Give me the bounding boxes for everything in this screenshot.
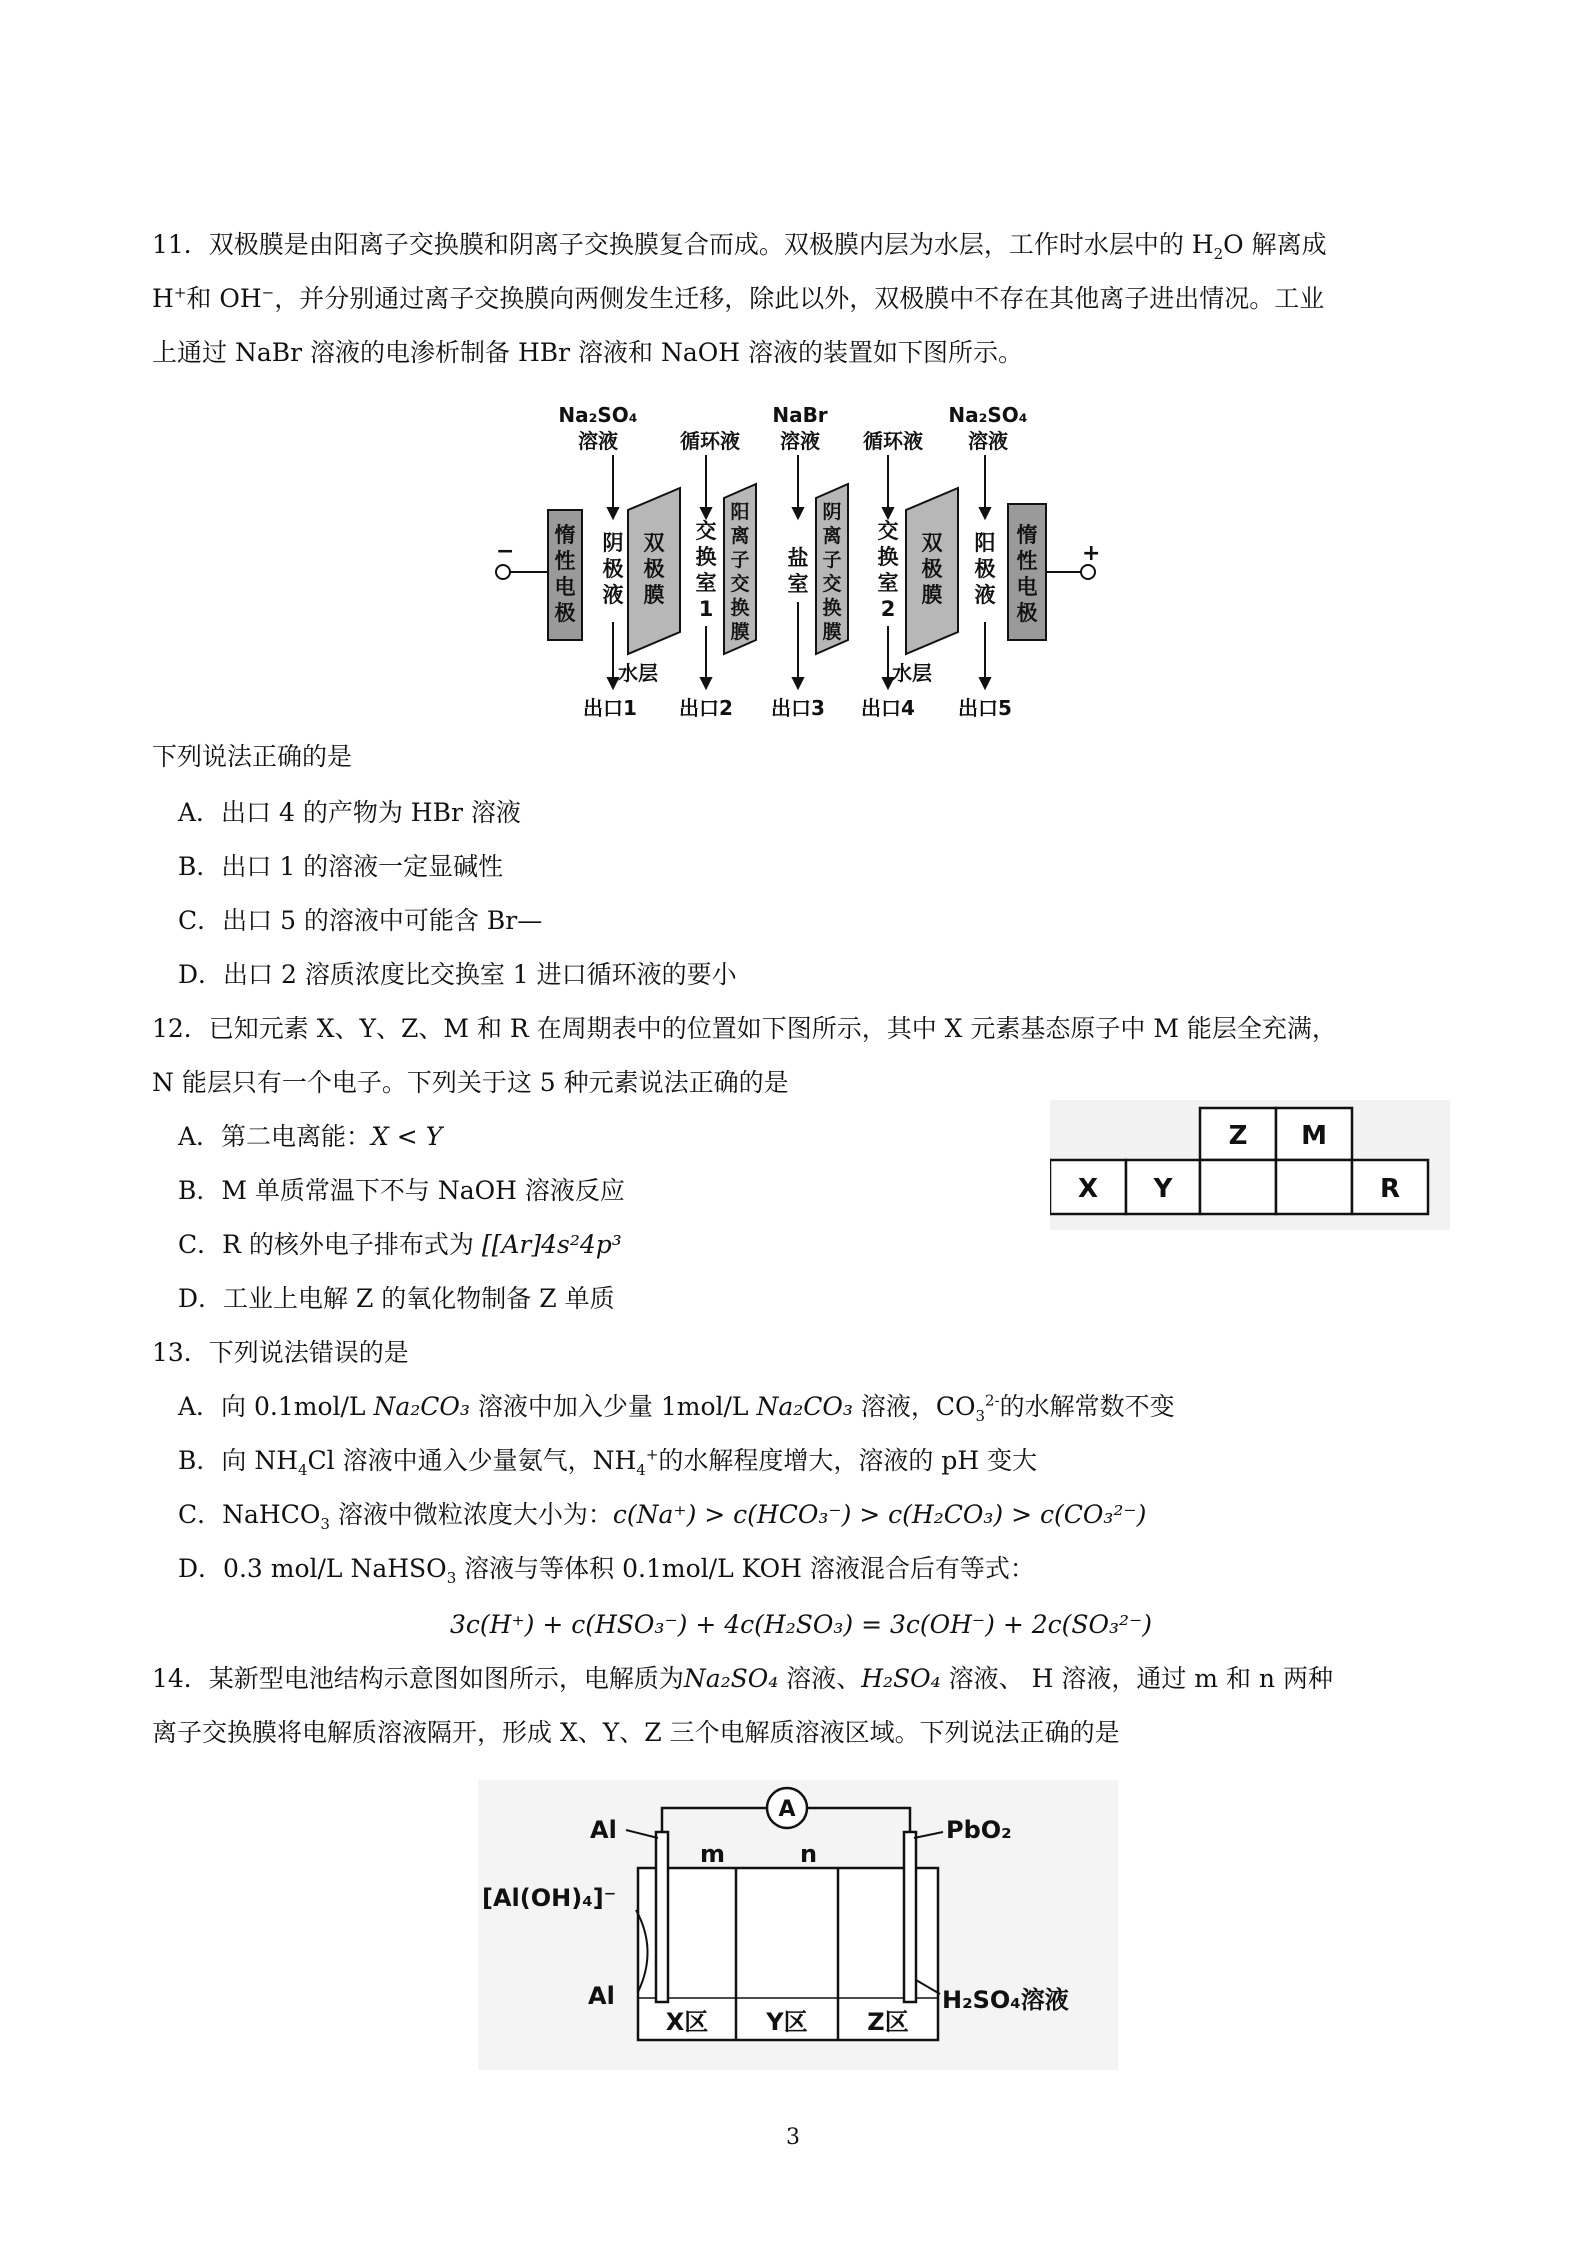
cell-blank-2 bbox=[1276, 1160, 1352, 1214]
y-zone-label: Y区 bbox=[766, 2008, 808, 2036]
exchange-room-2-label bbox=[878, 519, 899, 621]
q14-stem-line2: 离子交换膜将电解质溶液隔开，形成 X、Y、Z 三个电解质溶液区域。下列说法正确的是 bbox=[152, 1718, 1120, 1747]
outlet-5: 出口5 bbox=[958, 696, 1012, 720]
q13-option-c: C．NaHCO$_3$ 溶液中微粒浓度大小为：c(Na⁺) > c(HCO₃⁻) > c(H₂CO₃) > c(CO₃²⁻) bbox=[178, 1500, 1147, 1533]
svg-text:盐: 盐 bbox=[787, 546, 809, 570]
catholyte-label bbox=[603, 531, 624, 607]
page-number: 3 bbox=[786, 2125, 800, 2150]
svg-text:Z: Z bbox=[1228, 1121, 1248, 1151]
outlet-2: 出口2 bbox=[679, 696, 733, 720]
h2so4-label: H₂SO₄溶液 bbox=[942, 1986, 1069, 2014]
svg-text:膜: 膜 bbox=[822, 621, 842, 643]
label-solution-right: 溶液 bbox=[968, 429, 1008, 453]
svg-text:电: 电 bbox=[554, 575, 576, 599]
pbo2-electrode bbox=[904, 1832, 916, 2002]
svg-text:极: 极 bbox=[974, 557, 996, 581]
q11-stem-line3: 上通过 NaBr 溶液的电渗析制备 HBr 溶液和 NaOH 溶液的装置如下图所示。 bbox=[152, 338, 1023, 367]
svg-text:室: 室 bbox=[695, 571, 717, 595]
svg-text:极: 极 bbox=[602, 557, 624, 581]
q13-stem: 13．下列说法错误的是 bbox=[152, 1338, 409, 1367]
svg-text:双: 双 bbox=[921, 531, 943, 555]
svg-text:极: 极 bbox=[554, 601, 576, 625]
negative-terminal bbox=[496, 565, 510, 579]
svg-text:1: 1 bbox=[698, 597, 714, 621]
q13-option-b: B．向 $NH_4Cl$ 溶液中通入少量氨气，$NH_4^+$的水解程度增大，溶液的 pH 变大 bbox=[178, 1445, 1038, 1479]
svg-text:电: 电 bbox=[1016, 575, 1038, 599]
q11-stem-line1: 11．双极膜是由阳离子交换膜和阴离子交换膜复合而成。双极膜内层为水层，工作时水层中的 $H_2O$ 解离成 bbox=[152, 230, 1327, 263]
svg-text:阴: 阴 bbox=[822, 501, 842, 523]
svg-text:交: 交 bbox=[730, 573, 750, 595]
svg-text:极: 极 bbox=[921, 557, 943, 581]
svg-text:换: 换 bbox=[822, 597, 842, 619]
positive-sign: + bbox=[1082, 541, 1101, 566]
q12-option-b: B．M 单质常温下不与 NaOH 溶液反应 bbox=[178, 1176, 625, 1205]
svg-text:换: 换 bbox=[730, 597, 750, 619]
svg-text:交: 交 bbox=[695, 519, 717, 543]
label-nabr: NaBr bbox=[772, 403, 828, 427]
negative-sign: − bbox=[496, 539, 515, 564]
q12-option-d: D．工业上电解 Z 的氧化物制备 Z 单质 bbox=[178, 1284, 615, 1313]
svg-text:双: 双 bbox=[643, 531, 665, 555]
svg-text:极: 极 bbox=[643, 557, 665, 581]
svg-text:交: 交 bbox=[822, 573, 842, 595]
svg-text:M: M bbox=[1301, 1121, 1327, 1151]
cell-blank-1 bbox=[1200, 1160, 1276, 1214]
q14-stem-line1: 14．某新型电池结构示意图如图所示，电解质为Na₂SO₄ 溶液、H₂SO₄ 溶液、 H 溶液，通过 m 和 n 两种 bbox=[152, 1664, 1333, 1693]
q13-option-a: A．向 0.1mol/L Na₂CO₃ 溶液中加入少量 1mol/L Na₂CO₃ 溶液，$CO_3^{2-}$的水解常数不变 bbox=[178, 1391, 1175, 1425]
label-solution-mid: 溶液 bbox=[780, 429, 820, 453]
x-zone-label: X区 bbox=[665, 2008, 709, 2036]
bipolar-membrane-left-label bbox=[644, 531, 665, 607]
q11-option-a: A．出口 4 的产物为 HBr 溶液 bbox=[178, 798, 521, 827]
svg-text:膜: 膜 bbox=[921, 583, 943, 607]
q12-stem-line1: 12．已知元素 X、Y、Z、M 和 R 在周期表中的位置如下图所示，其中 X 元素基态原子中 M 能层全充满， bbox=[152, 1014, 1337, 1043]
anolyte-label bbox=[975, 531, 996, 607]
al-electrode bbox=[656, 1832, 668, 2002]
svg-text:液: 液 bbox=[602, 583, 624, 607]
svg-text:阳: 阳 bbox=[974, 531, 996, 555]
outlet-labels bbox=[583, 696, 1012, 720]
svg-text:室: 室 bbox=[877, 571, 899, 595]
svg-text:液: 液 bbox=[974, 583, 996, 607]
q11-stem-line2: H+和 OH−，并分别通过离子交换膜向两侧发生迁移，除此以外，双极膜中不存在其他离子进出情况。工业 bbox=[152, 283, 1325, 313]
q13-equation: 3c(H⁺) + c(HSO₃⁻) + 4c(H₂SO₃) = 3c(OH⁻) + 2c(SO₃²⁻) bbox=[450, 1610, 1152, 1639]
aloh4-label: [Al(OH)₄]⁻ bbox=[482, 1884, 617, 1912]
label-circulating-2: 循环液 bbox=[863, 429, 923, 453]
q12-option-c: C．R 的核外电子排布式为 [[Ar]4s²4p³ bbox=[178, 1230, 622, 1259]
water-layer-right: 水层 bbox=[892, 661, 932, 685]
m-label: m bbox=[700, 1840, 726, 1868]
pbo2-label: PbO₂ bbox=[946, 1816, 1012, 1844]
svg-text:极: 极 bbox=[1016, 601, 1038, 625]
n-label: n bbox=[800, 1840, 818, 1868]
q11-prompt: 下列说法正确的是 bbox=[152, 742, 353, 771]
svg-text:A: A bbox=[778, 1797, 796, 1822]
outlet-1: 出口1 bbox=[583, 696, 637, 720]
label-circulating-1: 循环液 bbox=[680, 429, 740, 453]
q11-option-c: C．出口 5 的溶液中可能含 Br— bbox=[178, 906, 543, 935]
exchange-room-1-label bbox=[696, 519, 717, 621]
svg-text:换: 换 bbox=[695, 545, 717, 569]
svg-text:交: 交 bbox=[877, 519, 899, 543]
q11-option-d: D．出口 2 溶质浓度比交换室 1 进口循环液的要小 bbox=[178, 960, 737, 989]
q12-option-a: A．第二电离能：X < Y bbox=[178, 1122, 443, 1151]
svg-text:子: 子 bbox=[822, 549, 842, 571]
label-na2so4-right: Na₂SO₄ bbox=[948, 403, 1028, 427]
q12-stem-line2: N 能层只有一个电子。下列关于这 5 种元素说法正确的是 bbox=[152, 1068, 789, 1097]
bipolar-membrane-right-label bbox=[922, 531, 943, 607]
svg-text:室: 室 bbox=[787, 572, 809, 596]
svg-text:X: X bbox=[1077, 1174, 1099, 1204]
outlet-3: 出口3 bbox=[771, 696, 825, 720]
svg-text:R: R bbox=[1379, 1174, 1401, 1204]
svg-text:惰: 惰 bbox=[554, 523, 576, 547]
al-bottom-label: Al bbox=[588, 1982, 615, 2010]
electrodialysis-diagram bbox=[488, 400, 1108, 730]
svg-text:阴: 阴 bbox=[602, 531, 624, 555]
svg-text:阳: 阳 bbox=[730, 501, 750, 523]
label-solution-left: 溶液 bbox=[578, 429, 618, 453]
svg-text:Y: Y bbox=[1153, 1174, 1173, 1204]
svg-text:2: 2 bbox=[880, 597, 896, 621]
svg-text:子: 子 bbox=[730, 549, 750, 571]
svg-text:离: 离 bbox=[730, 525, 750, 547]
svg-text:惰: 惰 bbox=[1016, 523, 1038, 547]
outlet-4: 出口4 bbox=[861, 696, 915, 720]
svg-text:性: 性 bbox=[1016, 549, 1038, 573]
salt-room-label bbox=[788, 546, 809, 596]
q11-option-b: B．出口 1 的溶液一定显碱性 bbox=[178, 852, 504, 881]
periodic-table-fragment bbox=[1050, 1100, 1450, 1230]
svg-text:性: 性 bbox=[554, 549, 576, 573]
positive-terminal bbox=[1081, 565, 1095, 579]
al-top-label: Al bbox=[590, 1816, 617, 1844]
battery-diagram bbox=[478, 1780, 1118, 2070]
svg-text:膜: 膜 bbox=[730, 621, 750, 643]
z-zone-label: Z区 bbox=[867, 2008, 909, 2036]
water-layer-left: 水层 bbox=[618, 661, 658, 685]
svg-text:离: 离 bbox=[822, 525, 842, 547]
svg-text:换: 换 bbox=[877, 545, 899, 569]
svg-text:膜: 膜 bbox=[643, 583, 665, 607]
q13-option-d: D．0.3 mol/L NaHSO$_3$ 溶液与等体积 0.1mol/L KOH 溶液混合后有等式： bbox=[178, 1554, 1035, 1587]
label-na2so4-left: Na₂SO₄ bbox=[558, 403, 638, 427]
